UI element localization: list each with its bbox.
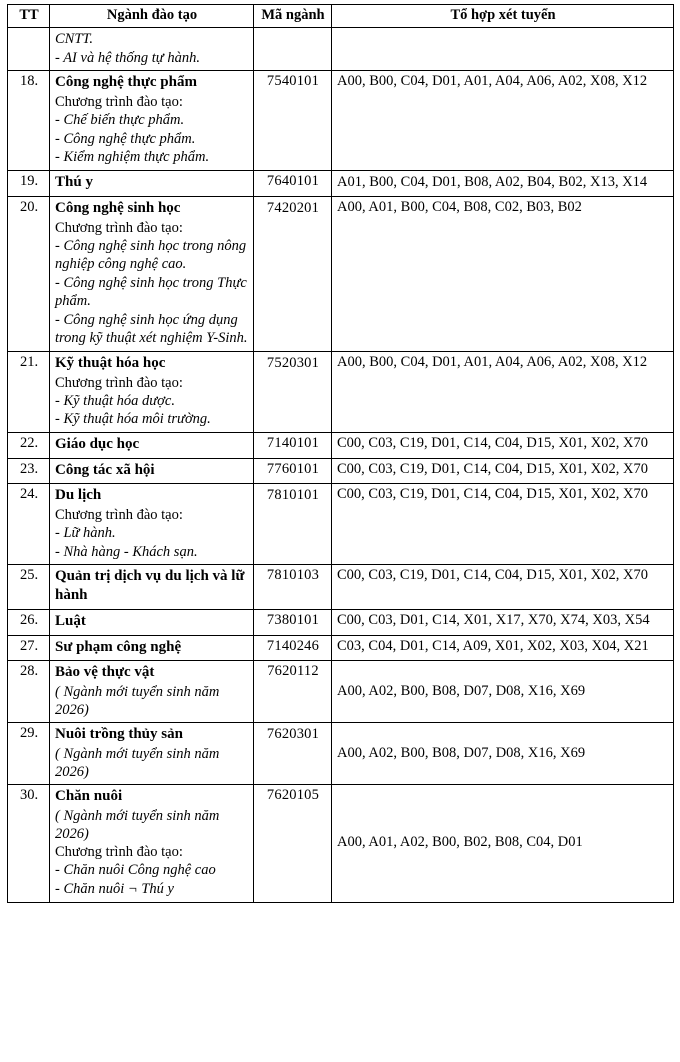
program-item: - Lữ hành. (55, 525, 116, 542)
table-row (8, 196, 674, 351)
subject-combination: C03, C04, D01, C14, A09, X01, X02, X03, X04, X21 (332, 635, 674, 661)
table-row (8, 28, 674, 71)
table-row (8, 661, 674, 723)
major-code: 7620105 (254, 785, 332, 902)
program-item: - Chăn nuôi Công nghệ cao (55, 862, 216, 879)
major-title: Giáo dục học (55, 435, 140, 452)
row-index (8, 28, 50, 71)
major-code: 7140101 (254, 432, 332, 458)
table-row (8, 171, 674, 197)
major-name-cell (50, 635, 254, 661)
subject-combination: C00, C03, C19, D01, C14, C04, D15, X01, X02, X70 (332, 458, 674, 484)
program-item: - Công nghệ sinh học trong Thực phẩm. (55, 274, 247, 310)
table-row (8, 609, 674, 635)
major-note: ( Ngành mới tuyển sinh năm 2026) (55, 684, 220, 719)
table-header (8, 5, 674, 28)
row-index: 22. (8, 432, 50, 458)
major-title: Chăn nuôi (55, 788, 123, 805)
subject-combination: C00, C03, D01, C14, X01, X17, X70, X74, X03, X54 (332, 609, 674, 635)
major-note: ( Ngành mới tuyển sinh năm 2026) (55, 808, 220, 843)
major-code: 7760101 (254, 458, 332, 484)
row-index: 18. (8, 71, 50, 171)
table-row (8, 71, 674, 171)
row-index: 26. (8, 609, 50, 635)
subject-combination: C00, C03, C19, D01, C14, C04, D15, X01, X02, X70 (332, 565, 674, 610)
column-header-combination: Tổ hợp xét tuyển (332, 5, 674, 28)
major-title: Thú y (55, 174, 93, 190)
major-name-cell (50, 723, 254, 785)
major-title: Du lịch (55, 487, 102, 504)
major-title: Bảo vệ thực vật (55, 664, 155, 681)
major-name-cell (50, 661, 254, 723)
major-name-cell (50, 351, 254, 432)
subject-combination: A01, B00, C04, D01, B08, A02, B04, B02, X13, X14 (332, 171, 674, 197)
major-name-cell (50, 458, 254, 484)
program-item: - Kiểm nghiệm thực phẩm. (55, 149, 210, 166)
row-index: 23. (8, 458, 50, 484)
program-label: Chương trình đào tạo: (55, 94, 183, 111)
major-code: 7420201 (254, 196, 332, 351)
table-header-row (8, 5, 674, 28)
program-item: - Công nghệ sinh học ứng dụng trong kỹ thuật xét nghiệm Y-Sinh. (55, 311, 248, 347)
column-header-code: Mã ngành (254, 5, 332, 28)
program-label: Chương trình đào tạo: (55, 219, 183, 236)
program-item: - Công nghệ sinh học trong nông nghiệp công nghệ cao. (55, 237, 247, 273)
program-label: Chương trình đào tạo: (55, 507, 183, 524)
major-code: 7140246 (254, 635, 332, 661)
subject-combination: A00, B00, C04, D01, A01, A04, A06, A02, X08, X12 (332, 351, 674, 432)
program-label: Chương trình đào tạo: (55, 844, 183, 861)
major-name-cell (50, 565, 254, 610)
program-label: Chương trình đào tạo: (55, 374, 183, 391)
major-code: 7520301 (254, 351, 332, 432)
major-code (254, 28, 332, 71)
row-index: 27. (8, 635, 50, 661)
major-code: 7620112 (254, 661, 332, 723)
subject-combination: A00, B00, C04, D01, A01, A04, A06, A02, X08, X12 (332, 71, 674, 171)
continued-line: - AI và hệ thống tự hành. (55, 49, 200, 66)
subject-combination: A00, A01, B00, C04, B08, C02, B03, B02 (332, 196, 674, 351)
table-row (8, 432, 674, 458)
major-note: ( Ngành mới tuyển sinh năm 2026) (55, 746, 220, 781)
major-title: Nuôi trồng thủy sản (55, 726, 183, 743)
major-code: 7640101 (254, 171, 332, 197)
row-index: 28. (8, 661, 50, 723)
table-row (8, 565, 674, 610)
majors-table (7, 4, 674, 903)
table-row (8, 635, 674, 661)
major-title: Quản trị dịch vụ du lịch và lữ hành (55, 568, 245, 604)
table-row (8, 458, 674, 484)
major-name-cell (50, 171, 254, 197)
row-index: 21. (8, 351, 50, 432)
major-name-cell (50, 484, 254, 565)
major-name-cell (50, 432, 254, 458)
table-body (8, 28, 674, 902)
program-item: - Kỹ thuật hóa môi trường. (55, 411, 211, 428)
program-item: - Chế biến thực phẩm. (55, 112, 185, 129)
table-row (8, 785, 674, 902)
major-code: 7810103 (254, 565, 332, 610)
subject-combination: A00, A01, A02, B00, B02, B08, C04, D01 (332, 785, 674, 902)
table-row (8, 351, 674, 432)
table-row (8, 484, 674, 565)
program-item: - Nhà hàng - Khách sạn. (55, 543, 198, 560)
major-name-cell (50, 71, 254, 171)
subject-combination: A00, A02, B00, B08, D07, D08, X16, X69 (332, 661, 674, 723)
major-code: 7540101 (254, 71, 332, 171)
row-index: 25. (8, 565, 50, 610)
row-index: 30. (8, 785, 50, 902)
major-name-cell (50, 785, 254, 902)
program-item: - Công nghệ thực phẩm. (55, 130, 196, 147)
subject-combination: C00, C03, C19, D01, C14, C04, D15, X01, X02, X70 (332, 432, 674, 458)
row-index: 19. (8, 171, 50, 197)
table-row (8, 723, 674, 785)
column-header-major: Ngành đào tạo (50, 5, 254, 28)
major-title: Công nghệ thực phẩm (55, 74, 197, 91)
program-item: - Chăn nuôi ¬ Thú y (55, 881, 174, 898)
major-code: 7620301 (254, 723, 332, 785)
major-name-cell (50, 196, 254, 351)
subject-combination: A00, A02, B00, B08, D07, D08, X16, X69 (332, 723, 674, 785)
program-item: - Kỹ thuật hóa dược. (55, 392, 175, 409)
document-page (0, 4, 680, 1062)
major-title: Công nghệ sinh học (55, 199, 181, 216)
major-code: 7810101 (254, 484, 332, 565)
major-title: Công tác xã hội (55, 461, 155, 478)
major-name-cell (50, 609, 254, 635)
major-title: Kỹ thuật hóa học (55, 354, 166, 371)
major-title: Luật (55, 612, 86, 629)
subject-combination (332, 28, 674, 71)
row-index: 29. (8, 723, 50, 785)
row-index: 20. (8, 196, 50, 351)
major-title: Sư phạm công nghệ (55, 638, 182, 655)
major-code: 7380101 (254, 609, 332, 635)
row-index: 24. (8, 484, 50, 565)
major-name-cell (50, 28, 254, 71)
subject-combination: C00, C03, C19, D01, C14, C04, D15, X01, X02, X70 (332, 484, 674, 565)
column-header-tt: TT (8, 5, 50, 28)
continued-line: CNTT. (55, 31, 94, 48)
